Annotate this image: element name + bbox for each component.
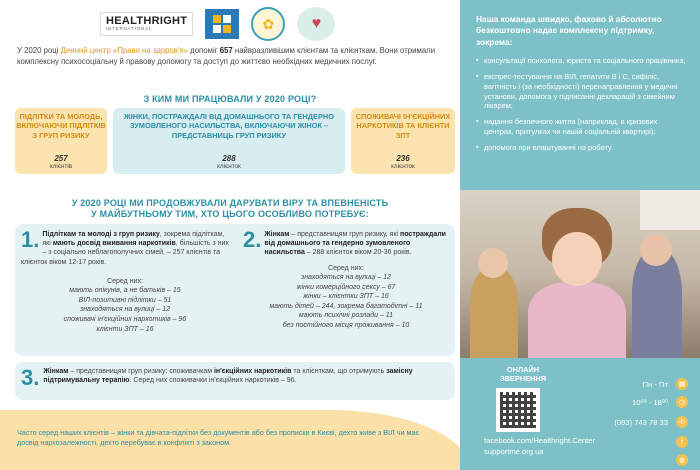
photo-kid-left — [470, 268, 518, 358]
sublist-item: без постійного місця проживання – 10 — [282, 321, 410, 329]
intro-text — [17, 46, 457, 67]
block-text: – 288 клієнток віком 20-36 років. — [304, 249, 412, 257]
block-number: 3. — [21, 365, 40, 390]
help-block-2 — [243, 227, 449, 330]
center-name: Денний центр «Право на здоров'я» — [60, 46, 188, 55]
mother-child-logo-icon: ♥ — [297, 7, 335, 41]
facebook-icon: f — [676, 436, 688, 448]
phone[interactable] — [614, 416, 688, 428]
help-panel — [15, 224, 455, 356]
who-title: З КИМ МИ ПРАЦЮВАЛИ У 2020 РОЦІ? — [143, 94, 317, 104]
contacts-panel — [460, 358, 700, 470]
children-photo — [460, 190, 700, 358]
who-card-count: 288 — [222, 154, 236, 163]
sublist-item: знаходяться на вулиці – 12 — [300, 274, 392, 282]
website-link[interactable]: supportme.org.ua — [484, 446, 544, 456]
photo-girl-face — [552, 232, 602, 286]
phone-text[interactable]: (093) 743 78 33 — [614, 417, 668, 427]
photo-kid-right-head — [640, 234, 672, 266]
who-card-text: ПІДЛІТКИ ТА МОЛОДЬ, ВКЛЮЧАЮЧИ ПІДЛІТКІВ З ГРУП РИЗИКУ — [16, 112, 106, 140]
intro-part: У 2020 році — [17, 46, 61, 55]
client-count: 657 — [219, 46, 233, 55]
work-hours — [632, 396, 688, 408]
globe-icon: ◍ — [676, 454, 688, 466]
sublist-item: мають дітей – 244, зокрема багатодітні – 11 — [269, 302, 423, 310]
healthright-logo — [100, 12, 193, 36]
calendar-icon: ▦ — [676, 378, 688, 390]
sublist-item: клієнти ЗПТ – 16 — [96, 325, 154, 333]
block-text: – представницям груп ризику, які — [289, 231, 401, 238]
block-bold: мають досвід вживання наркотиків — [52, 240, 176, 248]
sublist-item: споживачі ін'єкційних наркотиків – 96 — [63, 316, 187, 323]
who-card-count: 257 — [54, 154, 68, 163]
healthright-logo-main: HEALTHRIGHT — [106, 15, 188, 28]
who-card-unit: клієнток — [217, 163, 241, 170]
who-card-unit: клієнток — [391, 163, 415, 170]
footnote: Часто серед наших клієнтів – жінки та дівчата-підлітки без документів або без прописки в Києві, дехто живе з ВІЛ чи має досвід наркозалежності, дехто перебуває в конфлікті з законом. — [17, 428, 420, 447]
work-days-text: Пн - Пт — [642, 379, 668, 389]
sublist-item: мають опікунів, а не батьків – 15 — [69, 287, 181, 295]
who-card-teens — [15, 108, 107, 174]
sublist-item: ВІЛ-позитивні підлітки – 51 — [78, 296, 172, 304]
block-bold: Жінкам — [43, 368, 69, 375]
healthright-logo-sub: INTERNATIONAL — [106, 26, 153, 32]
facebook-link[interactable]: facebook.com/Healthright.Center — [484, 436, 596, 445]
who-card-text: СПОЖИВАЧІ ІН'ЄКЦІЙНИХ НАРКОТИКІВ ТА КЛІЄНТИ ЗПТ — [355, 112, 451, 140]
intro-part: найвразливішим клієнтам та клієнткам. Вони отримали комплексну психосоціальну й правову допомогу та доступ до життєво необхідних медичних послуг. — [17, 46, 436, 66]
block-bold: постраждали від домашнього та гендерно зумовленого насильства — [264, 231, 446, 257]
block-bold: замісну підтримувальну терапію — [43, 368, 413, 385]
clock-icon: ◷ — [676, 396, 688, 408]
service-item: ▪ надання безпечного житла (наприклад, в кризових центрах, притулках чи нашій соціальній квартирі); — [476, 117, 688, 137]
service-item: ▪ консультації психолога, юриста та соціального працівника; — [476, 56, 688, 66]
who-card-count: 236 — [396, 154, 410, 163]
help-block-3 — [15, 362, 455, 400]
work-hours-text: 10⁰⁰ - 18⁰⁰ — [632, 397, 668, 407]
services-panel — [460, 0, 700, 190]
photo-window — [640, 190, 700, 230]
sublist-item: знаходяться на вулиці – 12 — [79, 306, 171, 314]
logo-row — [100, 8, 335, 40]
block-text: , зокрема підліткам, які — [42, 231, 225, 248]
phone-icon: ✆ — [676, 416, 688, 428]
who-card-women — [113, 108, 345, 174]
block-number: 1. — [21, 227, 40, 252]
intro-part: допоміг — [188, 46, 220, 55]
right-column — [460, 0, 700, 470]
service-item: ▪ допомога при влаштуванні на роботу. — [476, 143, 688, 153]
block-number: 2. — [243, 227, 262, 252]
services-heading: Наша команда швидко, фахово й абсолютно безкоштовно надає комплексну підтримку, зокрема: — [476, 14, 662, 47]
sublist-item: жінки – клієнтки ЗПТ – 16 — [303, 293, 389, 301]
photo-kid-left-head — [478, 248, 508, 278]
hope-title-line1: У 2020 РОЦІ МИ ПРОДОВЖУВАЛИ ДАРУВАТИ ВІРУ ТА ВПЕВНЕНІСТЬ — [71, 198, 389, 208]
block-bold: Жінкам — [264, 231, 290, 238]
help-block-1 — [21, 227, 229, 334]
who-card-unit: клієнтів — [49, 163, 73, 170]
web-links — [484, 436, 684, 457]
qr-code[interactable] — [496, 388, 540, 432]
sublist-item: жінки комерційного сексу – 67 — [296, 283, 396, 291]
sublist-title: Серед них: — [107, 277, 143, 285]
work-days — [643, 378, 688, 390]
partner-logo-icon — [205, 9, 239, 39]
photo-kid-right — [632, 250, 682, 358]
hope-title-line2: У МАЙБУТНЬОМУ ТИМ, ХТО ЦЬОГО ОСОБЛИВО ПОТРЕБУЄ: — [91, 209, 369, 219]
who-card-drug-users — [351, 108, 455, 174]
sublist-item: мають психічні розлади – 11 — [298, 312, 394, 320]
block-bold: Підліткам та молоді з груп ризику — [42, 231, 160, 238]
block-text: , більшість з них – з соціально неблагополучних сімей, – 257 клієнтів та клієнток віком 12-17 років. — [21, 240, 229, 266]
block-text: – представницям груп ризику: споживачкам — [68, 368, 214, 375]
block-sublist — [243, 264, 449, 331]
web-icons — [676, 436, 688, 466]
sublist-title: Серед них: — [328, 264, 364, 272]
block-bold: ін'єкційних наркотиків — [213, 368, 292, 375]
flower-logo-icon: ✿ — [251, 7, 285, 41]
who-card-text: ЖІНКИ, ПОСТРАЖДАЛІ ВІД ДОМАШНЬОГО ТА ГЕНДЕРНО ЗУМОВЛЕНОГО НАСИЛЬСТВА, ВКЛЮЧАЮЧИ ЖІНОК – ПРЕДСТАВНИЦЬ ГРУП РИЗИКУ — [124, 112, 334, 140]
service-item: ▪ експрес-тестування на ВІЛ, гепатити В і С, сифіліс, вагітність і (за необхідності) перенаправлення у медичні установи, допомога у підписанні декларацій з сімейним лікарем; — [476, 72, 688, 111]
block-text: . Серед них споживачки ін'єкційних наркотиків – 96. — [129, 377, 297, 385]
block-sublist — [21, 277, 229, 334]
photo-girl-body — [528, 282, 626, 358]
block-text: та клієнткам, що отримують — [291, 368, 387, 375]
who-cards — [15, 108, 455, 174]
online-label: ОНЛАЙН ЗВЕРНЕННЯ — [499, 365, 547, 383]
